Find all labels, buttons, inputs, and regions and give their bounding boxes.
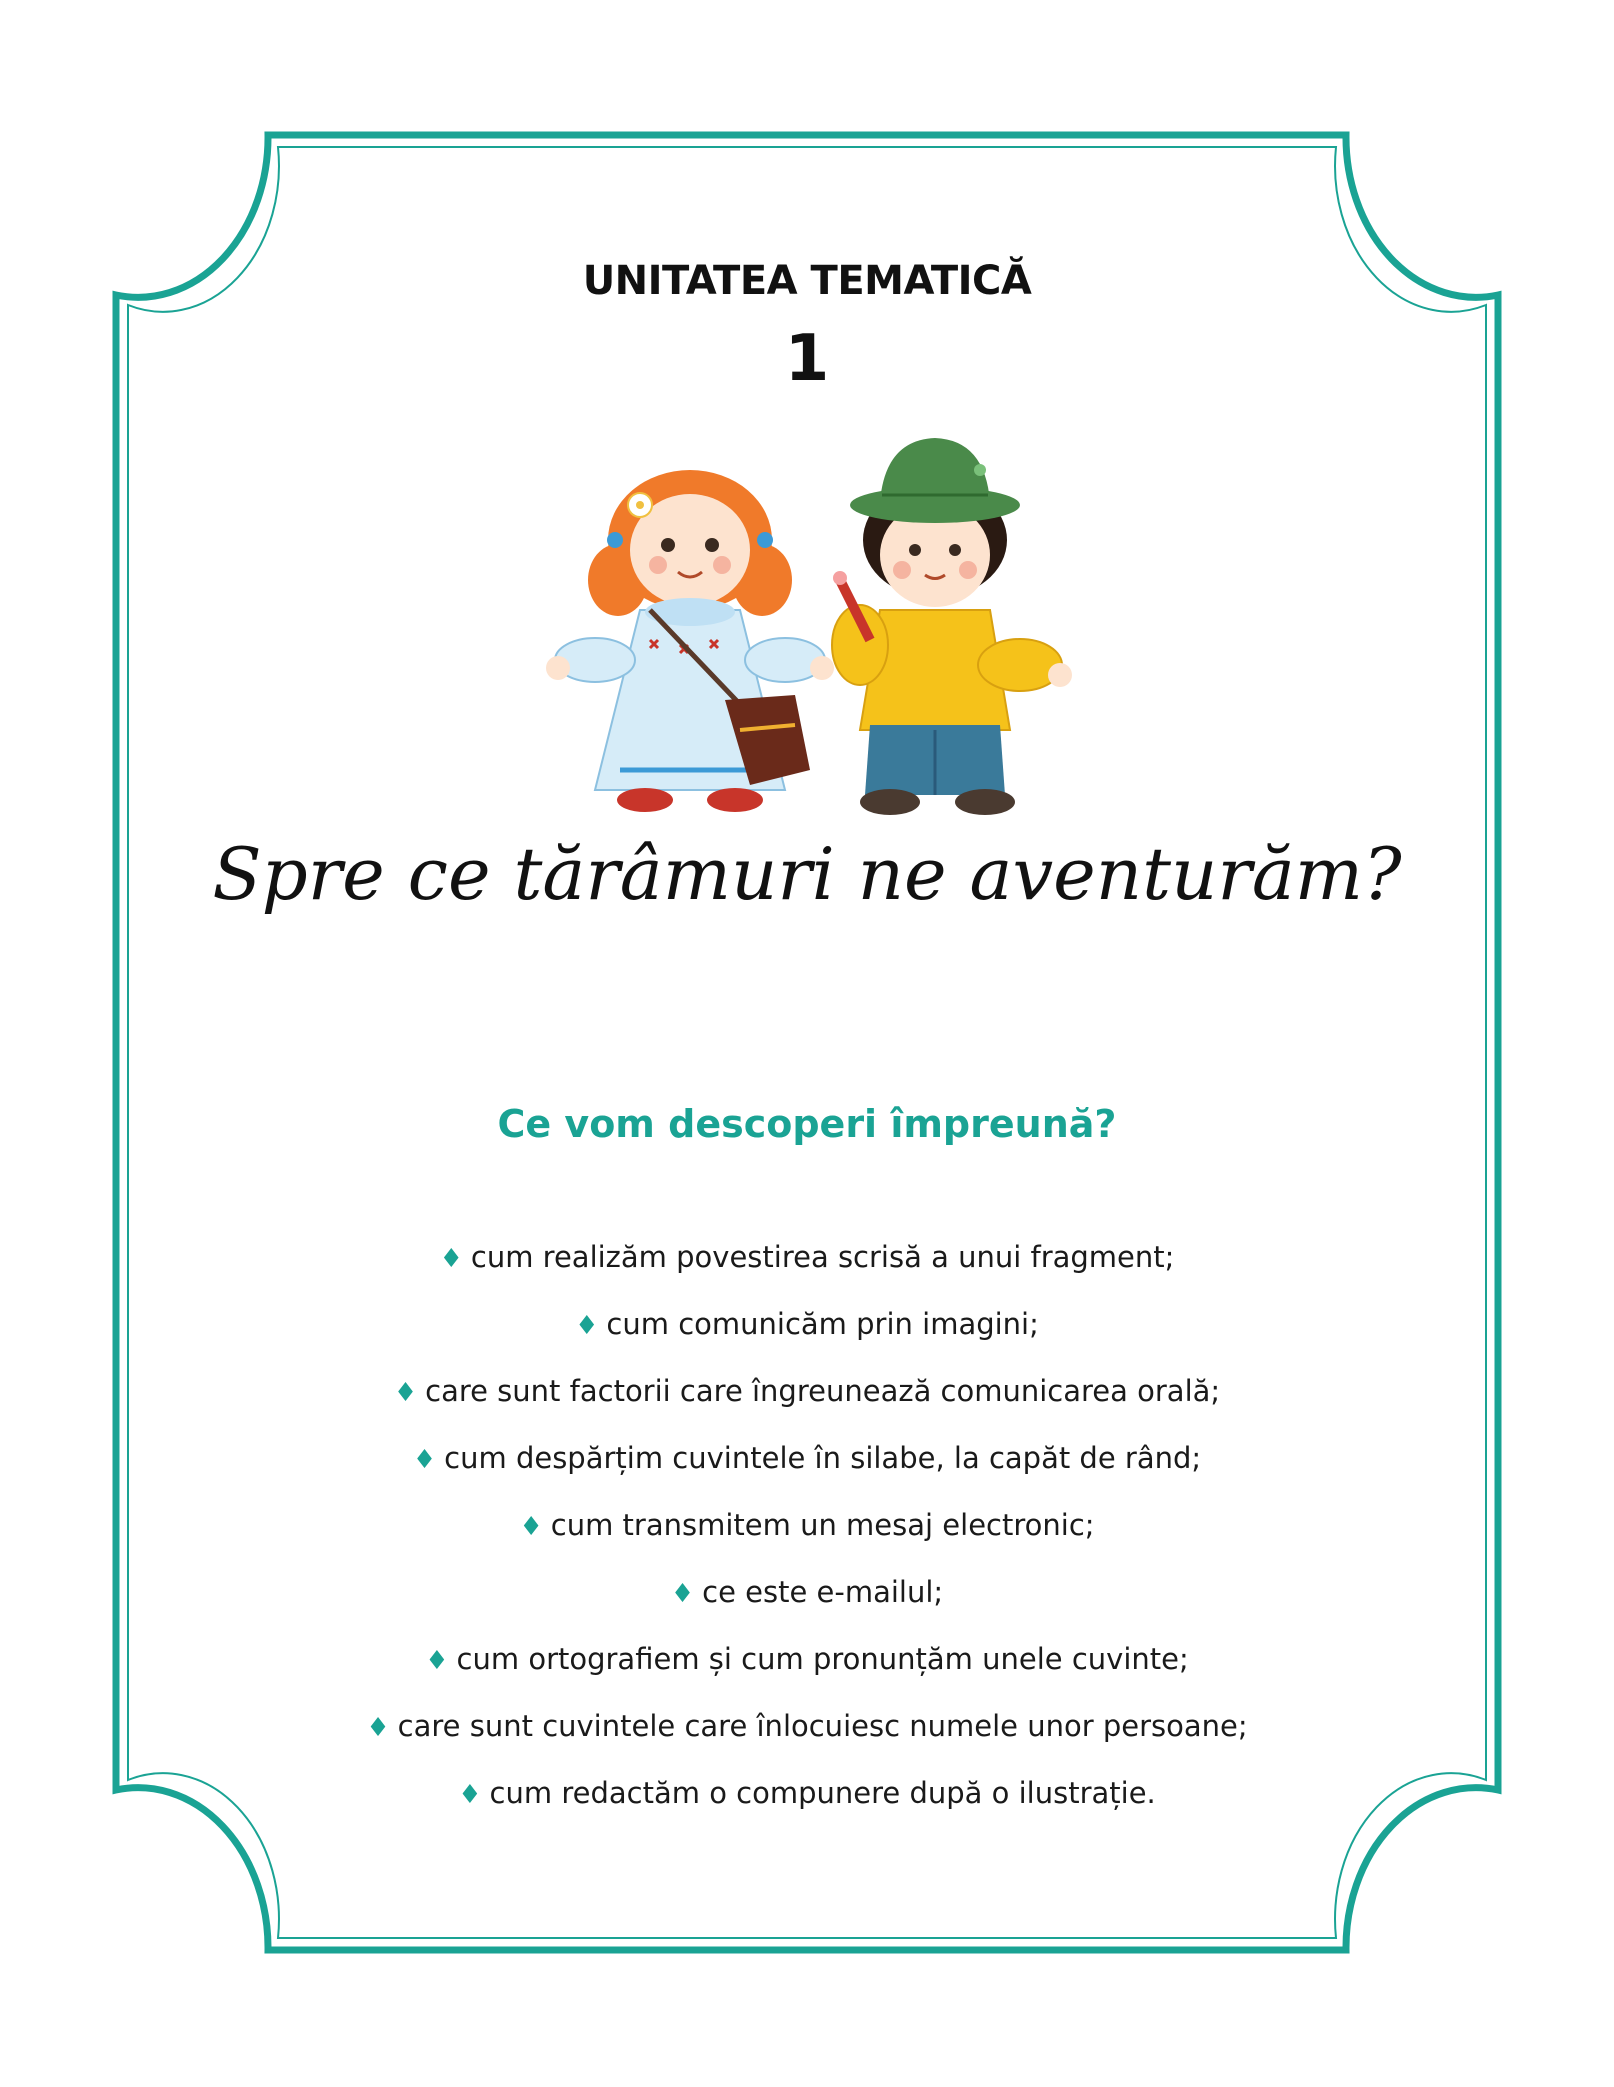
list-item-text: cum redactăm o compunere după o ilustrație. xyxy=(489,1776,1156,1810)
unit-number: 1 xyxy=(784,322,830,396)
diamond-bullet-icon: ♦ xyxy=(439,1244,463,1274)
list-item-text: cum comunicăm prin imagini; xyxy=(606,1307,1039,1341)
unit-label: UNITATEA TEMATICĂ xyxy=(582,258,1032,304)
girl-figure xyxy=(546,470,834,812)
diamond-bullet-icon: ♦ xyxy=(366,1713,390,1743)
diamond-bullet-icon: ♦ xyxy=(393,1378,418,1408)
children-illustration xyxy=(540,430,1080,830)
list-item-text: care sunt factorii care îngreunează comunicarea orală; xyxy=(425,1374,1221,1408)
list-item xyxy=(0,1760,1614,1827)
list-item-text: cum despărțim cuvintele în silabe, la capăt de rând; xyxy=(444,1441,1202,1475)
list-item xyxy=(0,1425,1614,1492)
section-subtitle: Ce vom descoperi împreună? xyxy=(497,1102,1117,1146)
list-item xyxy=(0,1693,1614,1760)
list-item xyxy=(0,1358,1614,1425)
list-item xyxy=(0,1559,1614,1626)
list-item xyxy=(0,1291,1614,1358)
list-item xyxy=(0,1626,1614,1693)
topics-list xyxy=(0,1224,1614,1827)
list-item-text: cum realizăm povestirea scrisă a unui fragment; xyxy=(470,1240,1175,1274)
list-item-text: care sunt cuvintele care înlocuiesc numele unor persoane; xyxy=(397,1709,1248,1743)
diamond-bullet-icon: ♦ xyxy=(670,1579,695,1609)
boy-figure xyxy=(832,438,1072,815)
list-item xyxy=(0,1492,1614,1559)
list-item-text: cum transmitem un mesaj electronic; xyxy=(550,1508,1095,1542)
diamond-bullet-icon: ♦ xyxy=(458,1780,482,1810)
list-item-text: cum ortografiem și cum pronunțăm unele cuvinte; xyxy=(456,1642,1189,1676)
diamond-bullet-icon: ♦ xyxy=(575,1311,599,1341)
list-item xyxy=(0,1224,1614,1291)
diamond-bullet-icon: ♦ xyxy=(519,1512,543,1542)
chapter-title: Spre ce tărâmuri ne aventurăm? xyxy=(212,832,1402,916)
diamond-bullet-icon: ♦ xyxy=(425,1646,449,1676)
list-item-text: ce este e-mailul; xyxy=(702,1575,944,1609)
diamond-bullet-icon: ♦ xyxy=(412,1445,437,1475)
